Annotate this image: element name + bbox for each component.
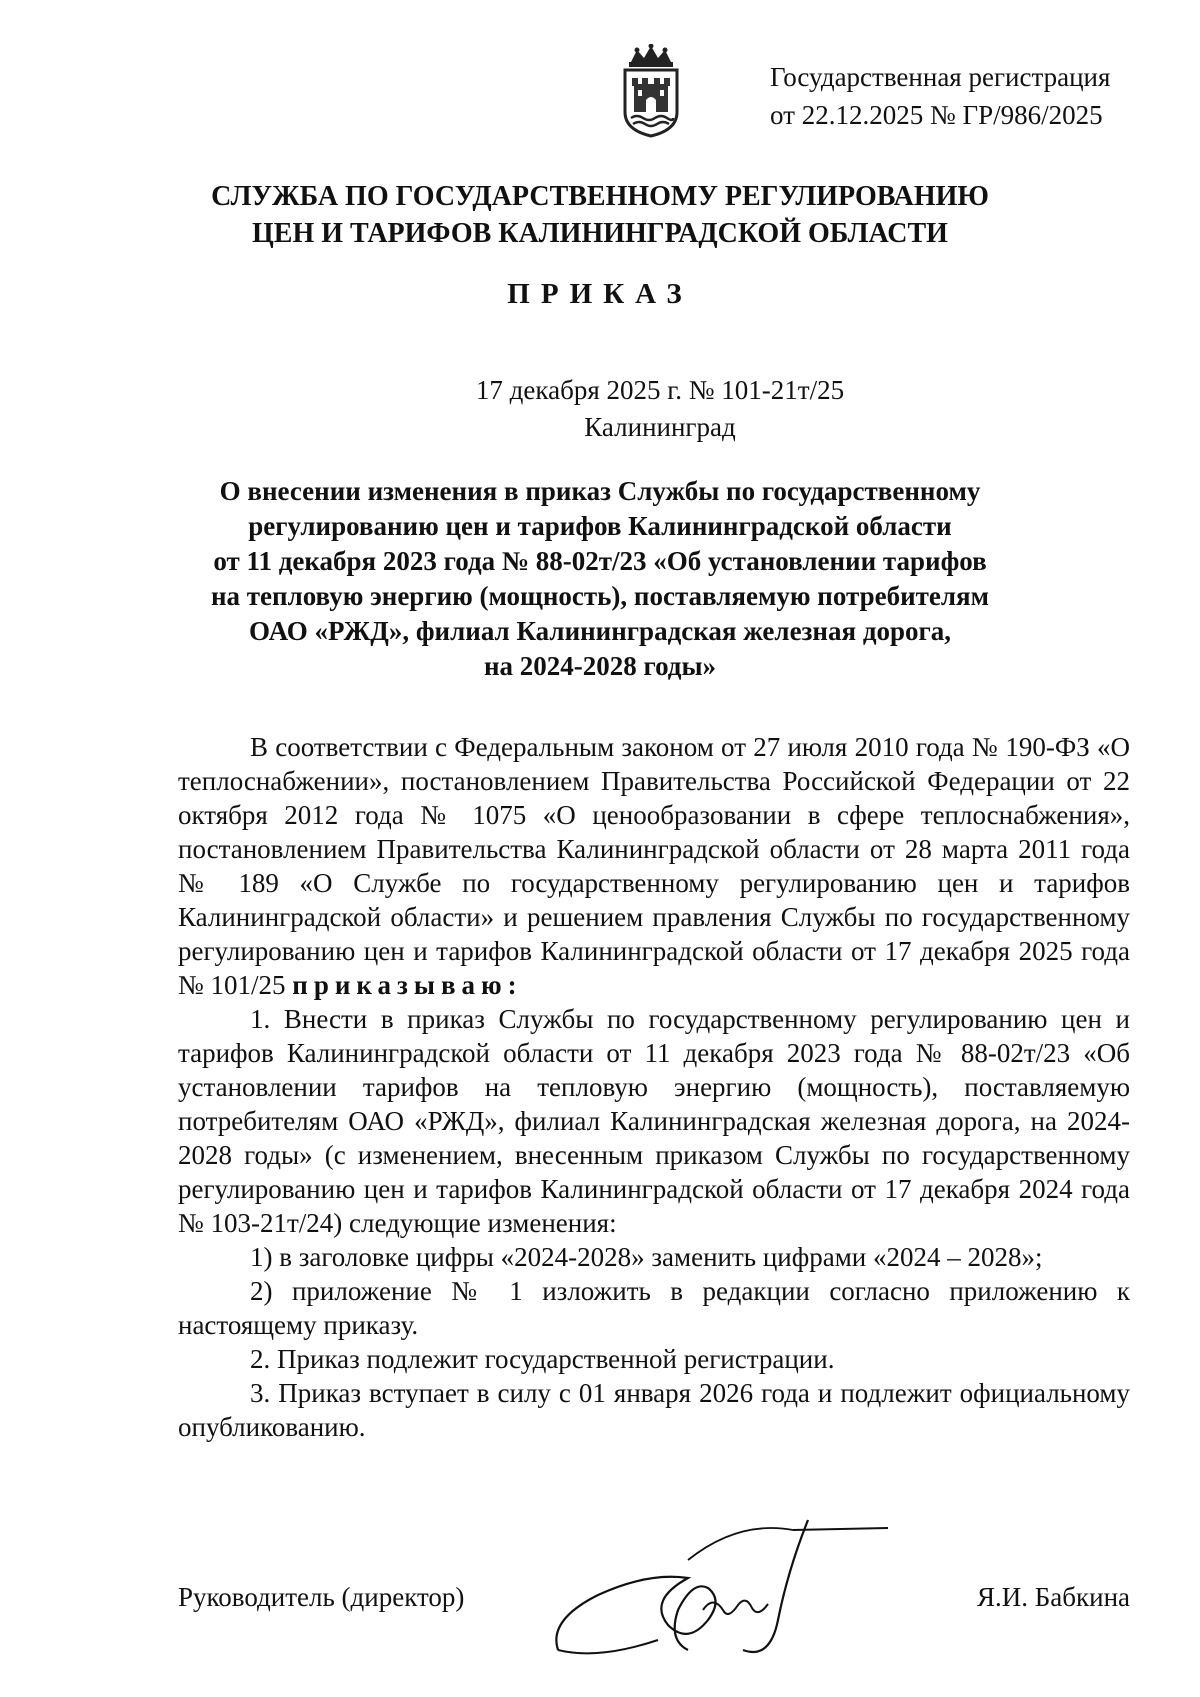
registration-stamp <box>770 58 1150 134</box>
agency-name-line-2: ЦЕН И ТАРИФОВ КАЛИНИНГРАДСКОЙ ОБЛАСТИ <box>252 218 948 249</box>
item-3-paragraph: 3. Приказ вступает в силу с 01 января 2026 года и подлежит официальному опубликованию. <box>178 1378 1130 1442</box>
subject-line: регулированию цен и тарифов Калининградской области <box>248 511 952 541</box>
order-city: Калининград <box>584 412 736 442</box>
preamble-paragraph <box>178 730 1130 1002</box>
item-1-paragraph: 1. Внести в приказ Службы по государственному регулированию цен и тарифов Калининградской области от 11 декабря 2023 года № 88-02т/23 «Об установлении тарифов на тепловую энергию (мощность), поставляемую потребителям ОАО «РЖД», филиал Калининградская железная дорога, на 2024-2028 годы» (с изменением, внесенным приказом Службы по государственному регулированию цен и тарифов Калининградской области от 17 декабря 2024 года № 103-21т/24) следующие изменения: <box>178 1004 1130 1238</box>
order-meta <box>0 372 1200 446</box>
command-word: приказываю: <box>292 970 523 1000</box>
order-title: ПРИКАЗ <box>507 278 693 310</box>
signature-block <box>178 1500 1130 1680</box>
order-subject <box>0 474 1200 684</box>
subject-line: на 2024-2028 годы» <box>483 651 717 681</box>
signatory-role: Руководитель (директор) <box>178 1582 465 1612</box>
agency-name-line-1: СЛУЖБА ПО ГОСУДАРСТВЕННОМУ РЕГУЛИРОВАНИЮ <box>211 181 989 212</box>
coat-of-arms-icon <box>617 44 685 140</box>
agency-name <box>0 178 1200 252</box>
preamble-text: В соответствии с Федеральным законом от 27 июля 2010 года № 190-ФЗ «О теплоснабжении», постановлением Правительства Российской Федерации от 22 октября 2012 года № 1075 «О ценообразовании в сфере теплоснабжения», постановлением Правительства Калининградской области от 28 марта 2011 года № 189 «О Службе по государственному регулированию цен и тарифов Калининградской области» и решением правления Службы по государственному регулированию цен и тарифов Калининградской области от 17 декабря 2025 года № 101/25 <box>178 732 1130 1000</box>
order-body <box>178 730 1130 1444</box>
item-1-1-paragraph: 1) в заголовке цифры «2024-2028» заменить цифрами «2024 – 2028»; <box>250 1242 1043 1272</box>
subject-line: ОАО «РЖД», филиал Калининградская железная дорога, <box>249 616 951 646</box>
item-1-2-paragraph: 2) приложение № 1 изложить в редакции согласно приложению к настоящему приказу. <box>178 1276 1130 1340</box>
item-2-paragraph: 2. Приказ подлежит государственной регистрации. <box>250 1344 835 1374</box>
subject-line: от 11 декабря 2023 года № 88-02т/23 «Об установлении тарифов <box>213 546 987 576</box>
subject-line: на тепловую энергию (мощность), поставляемую потребителям <box>210 581 990 611</box>
registration-line-2: от 22.12.2025 № ГР/986/2025 <box>770 100 1103 130</box>
signatory-name: Я.И. Бабкина <box>977 1582 1130 1612</box>
order-date-number: 17 декабря 2025 г. № 101-21т/25 <box>475 375 845 405</box>
subject-line: О внесении изменения в приказ Службы по государственному <box>219 476 981 506</box>
registration-line-1: Государственная регистрация <box>770 62 1111 92</box>
handwritten-signature-icon <box>538 1500 898 1680</box>
